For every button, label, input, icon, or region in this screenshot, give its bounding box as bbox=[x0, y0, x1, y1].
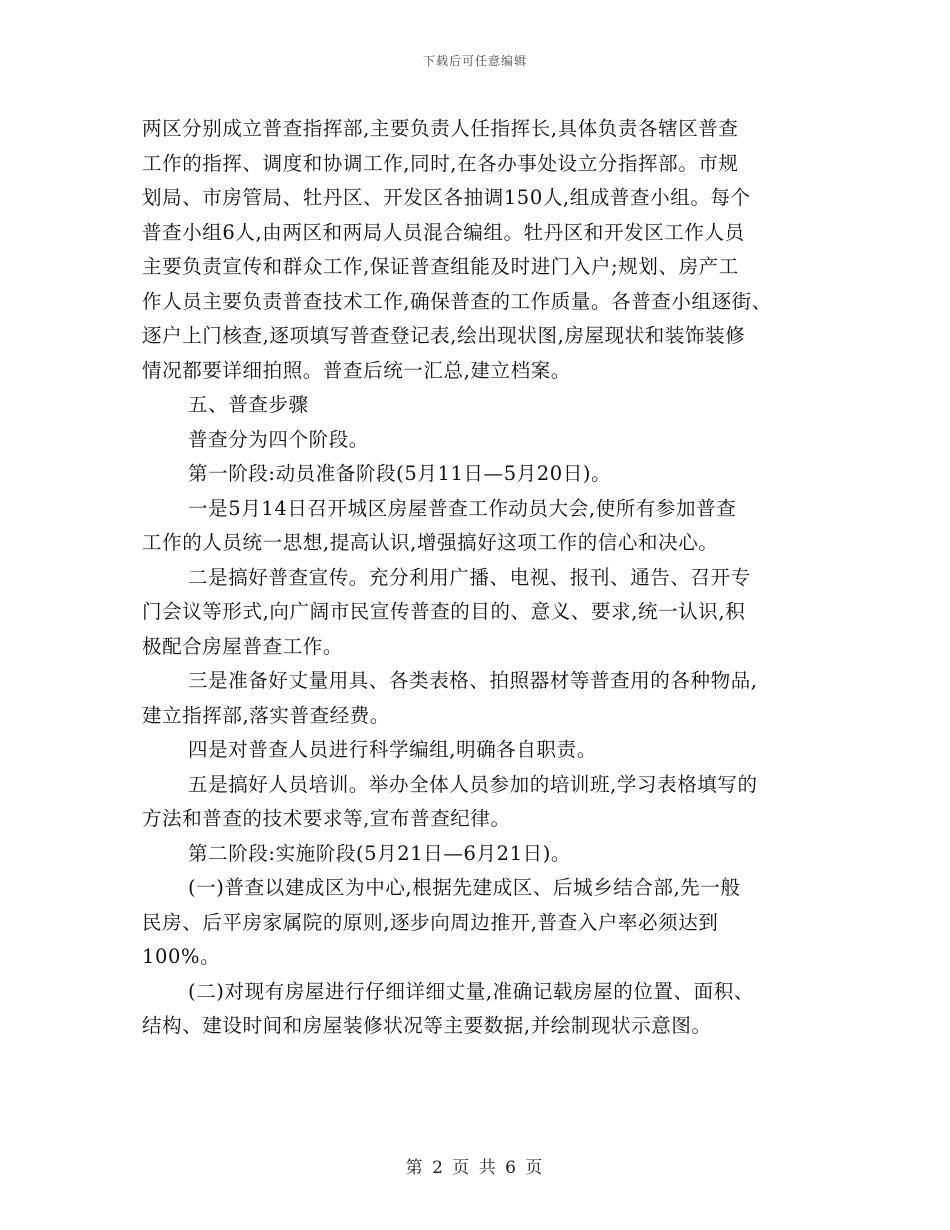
body-line: 方法和普查的技术要求等,宣布普查纪律。 bbox=[142, 807, 511, 830]
body-line: 逐户上门核查,逐项填写普查登记表,绘出现状图,房屋现状和装饰装修 bbox=[142, 324, 746, 347]
body-line: 主要负责宣传和群众工作,保证普查组能及时进门入户;规划、房产工 bbox=[142, 255, 739, 278]
body-line: 工作的人员统一思想,提高认识,增强搞好这项工作的信心和决心。 bbox=[142, 531, 719, 554]
document-body bbox=[142, 112, 822, 1044]
body-line: 100%。 bbox=[142, 945, 221, 968]
body-line: 普查分为四个阶段。 bbox=[188, 427, 369, 451]
body-line: 情况都要详细拍照。普查后统一汇总,建立档案。 bbox=[142, 358, 571, 382]
body-line: 两区分别成立普查指挥部,主要负责人任指挥长,具体负责各辖区普查 bbox=[142, 117, 739, 140]
body-line: 划局、市房管局、牡丹区、开发区各抽调150人,组成普查小组。每个 bbox=[142, 186, 751, 209]
stage-heading: 第二阶段:实施阶段(5月21日—6月21日)。 bbox=[188, 841, 572, 865]
body-line: 普查小组6人,由两区和两局人员混合编组。牡丹区和开发区工作人员 bbox=[142, 220, 745, 244]
body-line: 作人员主要负责普查技术工作,确保普查的工作质量。各普查小组逐街、 bbox=[142, 289, 772, 313]
page-header: 下载后可任意编辑 bbox=[422, 54, 527, 68]
body-line: 结构、建设时间和房屋装修状况等主要数据,并绘制现状示意图。 bbox=[142, 1014, 712, 1037]
body-line: 三是准备好丈量用具、各类表格、拍照器材等普查用的各种物品, bbox=[188, 669, 758, 692]
body-line: 工作的指挥、调度和协调工作,同时,在各办事处设立分指挥部。市规 bbox=[142, 151, 739, 175]
body-line: 一是5月14日召开城区房屋普查工作动员大会,使所有参加普查 bbox=[188, 496, 737, 520]
body-line: (二)对现有房屋进行仔细详细丈量,准确记载房屋的位置、面积、 bbox=[188, 979, 754, 1003]
body-line: 五是搞好人员培训。举办全体人员参加的培训班,学习表格填写的 bbox=[188, 772, 758, 796]
body-line: 极配合房屋普查工作。 bbox=[142, 634, 344, 658]
body-line: (一)普查以建成区为中心,根据先建成区、后城乡结合部,先一般 bbox=[188, 876, 741, 899]
section-heading: 五、普查步骤 bbox=[188, 393, 309, 416]
body-line: 二是搞好普查宣传。充分利用广播、电视、报刊、通告、召开专 bbox=[188, 565, 751, 589]
body-line: 四是对普查人员进行科学编组,明确各自职责。 bbox=[188, 738, 597, 761]
body-line: 建立指挥部,落实普查经费。 bbox=[142, 703, 390, 727]
body-line: 门会议等形式,向广阔市民宣传普查的目的、意义、要求,统一认识,积 bbox=[142, 600, 746, 623]
stage-heading: 第一阶段:动员准备阶段(5月11日—5月20日)。 bbox=[188, 462, 612, 485]
page-number-footer: 第 2 页 共 6 页 bbox=[405, 1158, 545, 1178]
body-line: 民房、后平房家属院的原则,逐步向周边推开,普查入户率必须达到 bbox=[142, 910, 719, 934]
